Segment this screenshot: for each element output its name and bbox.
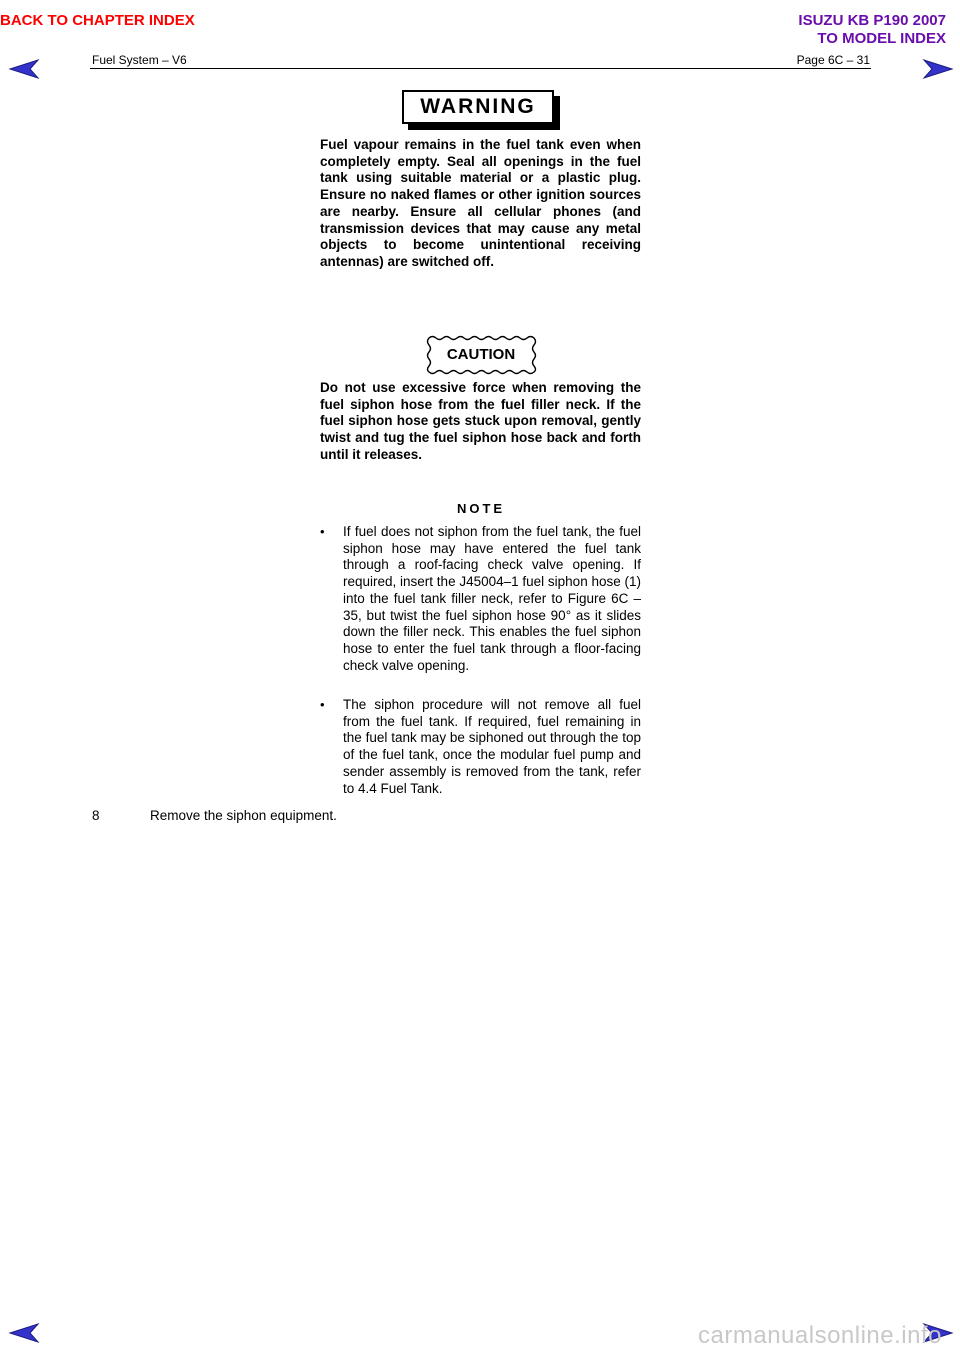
header-divider — [90, 68, 871, 69]
section-title: Fuel System – V6 — [92, 53, 187, 67]
previous-page-arrow-icon[interactable] — [8, 58, 42, 80]
caution-text: Do not use excessive force when removing the fuel siphon hose from the fuel filler neck. If the fuel siphon hose gets stuck upon removal, gently twist and tug the fuel siphon hose back and forth until it releases. — [320, 380, 641, 462]
caution-badge — [425, 334, 537, 376]
bullet-icon: • — [320, 524, 325, 539]
warning-badge — [402, 90, 562, 132]
step-number: 8 — [92, 808, 100, 823]
watermark: carmanualsonline.info — [698, 1322, 942, 1349]
note-list-item: The siphon procedure will not remove all fuel from the fuel tank. If required, fuel remaining in the fuel tank may be siphoned out through the top of the fuel tank, once the modular fuel pump and sender assembly is removed from the tank, refer to 4.4 Fuel Tank. — [343, 697, 641, 796]
page-number: Page 6C – 31 — [796, 53, 870, 67]
caution-label: CAUTION — [446, 346, 516, 363]
step-text: Remove the siphon equipment. — [150, 808, 337, 823]
warning-label: WARNING — [402, 90, 554, 124]
next-page-arrow-icon[interactable] — [920, 58, 954, 80]
to-model-index-link[interactable]: TO MODEL INDEX — [817, 30, 946, 47]
previous-page-arrow-icon[interactable] — [8, 1322, 42, 1344]
note-list-item: If fuel does not siphon from the fuel tank, the fuel siphon hose may have entered the fuel tank through a roof-facing check valve opening. If required, insert the J45004–1 fuel siphon hose (1) into the fuel tank filler neck, refer to Figure 6C – 35, but twist the fuel siphon hose 90° as it slides down the filler neck. This enables the fuel siphon hose to enter the fuel tank through a floor-facing check valve opening. — [343, 524, 641, 673]
note-heading: NOTE — [456, 501, 506, 516]
model-title-link[interactable]: ISUZU KB P190 2007 — [798, 12, 946, 29]
warning-text: Fuel vapour remains in the fuel tank even when completely empty. Seal all openings in the fuel tank using suitable material or a plastic plug. Ensure no naked flames or other ignition sources are nearby. Ensure all cellular phones (and transmission devices that may cause any metal objects to become unintentional receiving antennas) are switched off. — [320, 137, 641, 269]
back-to-chapter-index-link[interactable]: BACK TO CHAPTER INDEX — [0, 12, 195, 29]
bullet-icon: • — [320, 697, 325, 712]
